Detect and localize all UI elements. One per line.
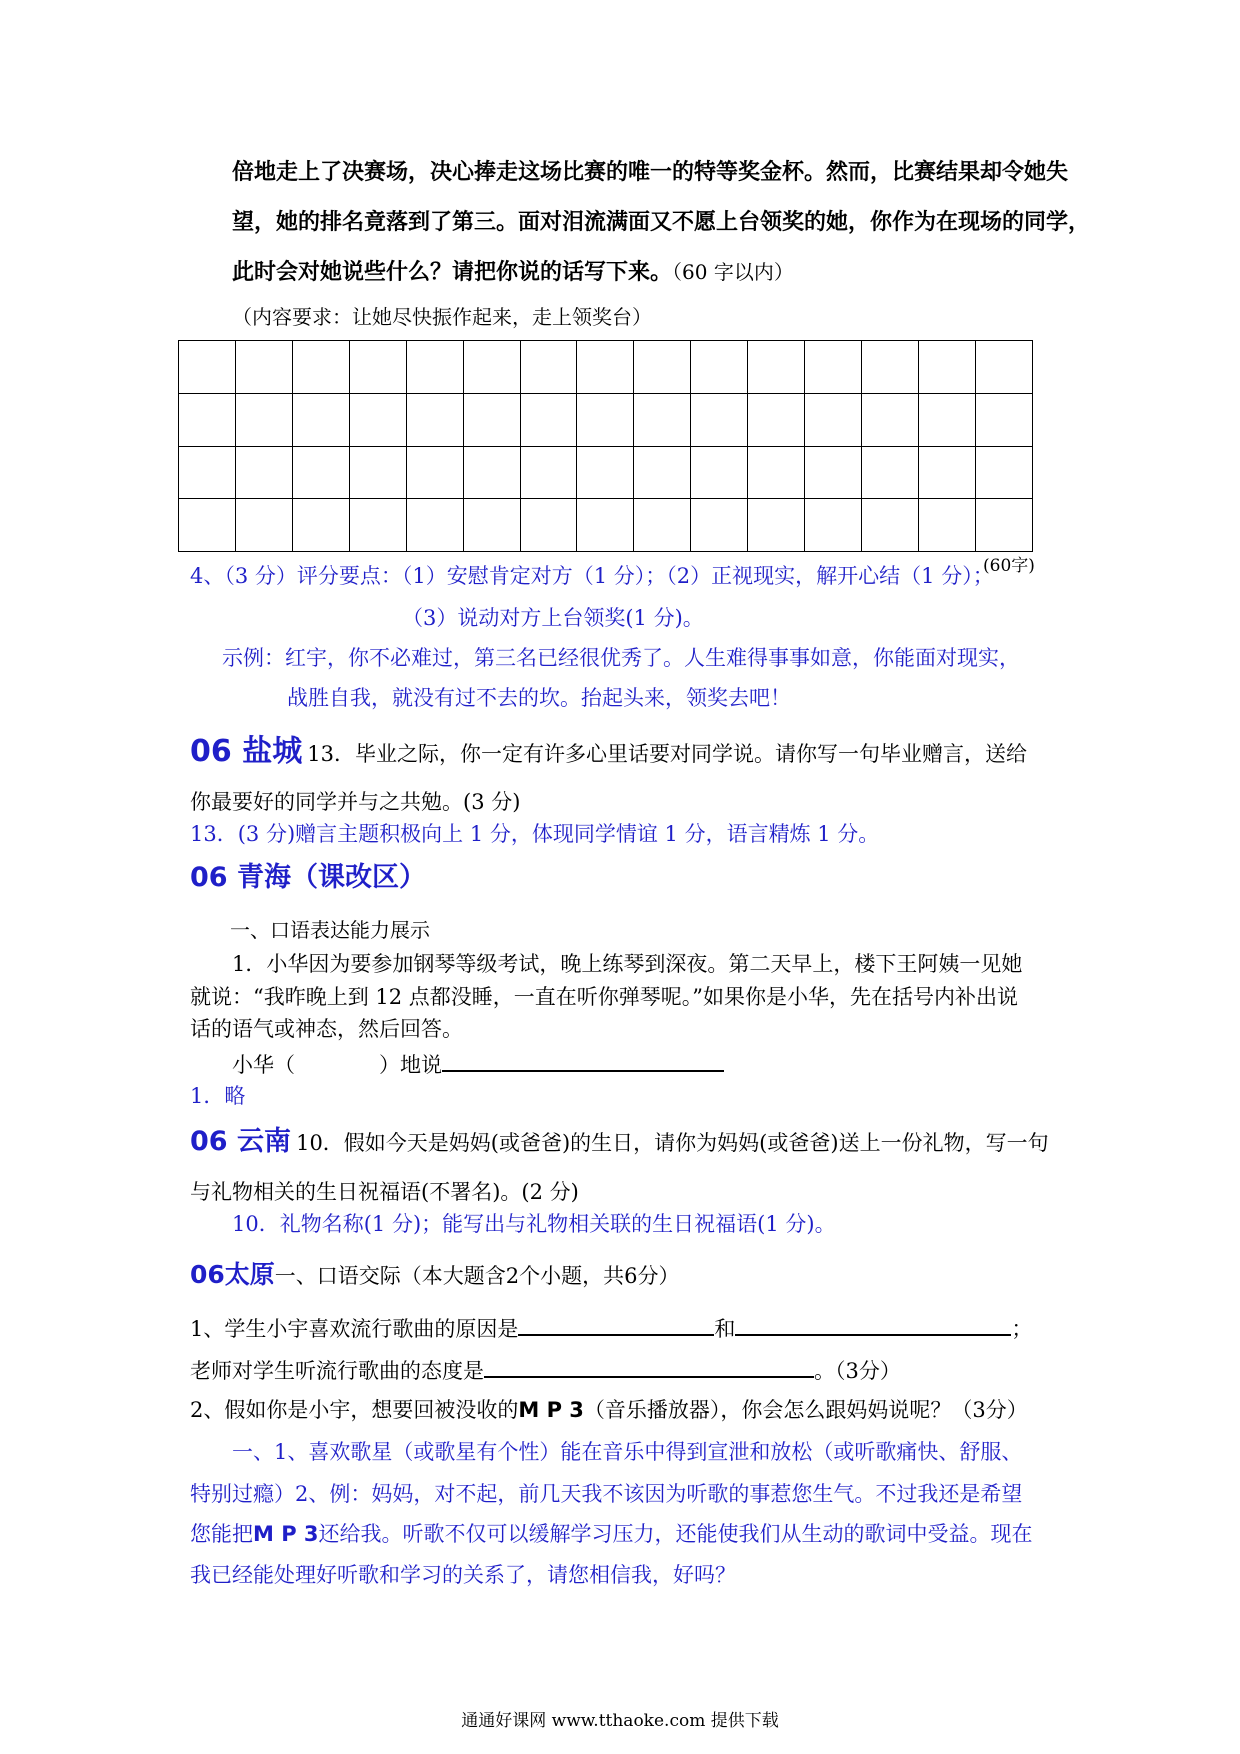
answer-4-example-1: 示例：红宇，你不必难过，第三名已经很优秀了。人生难得事事如意，你能面对现实，	[222, 646, 1020, 670]
grid-cell[interactable]	[805, 341, 862, 394]
grid-cell[interactable]	[975, 499, 1032, 552]
taiyuan-answer-line-3-prefix: 您能把	[190, 1522, 253, 1546]
grid-cell[interactable]	[179, 446, 236, 499]
grid-cell[interactable]	[862, 499, 919, 552]
grid-cell[interactable]	[463, 446, 520, 499]
grid-cell[interactable]	[520, 446, 577, 499]
taiyuan-q2	[190, 1398, 1028, 1423]
content-requirement: （内容要求：让她尽快振作起来，走上领奖台）	[232, 305, 652, 329]
yancheng-answer: 13．(3 分)赠言主题积极向上 1 分，体现同学情谊 1 分，语言精炼 1 分。	[190, 822, 880, 846]
taiyuan-q1-line-2-prefix: 老师对学生听流行歌曲的态度是	[190, 1359, 484, 1383]
grid-row	[179, 499, 1033, 552]
intro-line-2: 望，她的排名竟落到了第三。面对泪流满面又不愿上台领奖的她，你作为在现场的同学，	[232, 209, 1091, 235]
grid-cell[interactable]	[179, 393, 236, 446]
grid-cell[interactable]	[406, 446, 463, 499]
grid-cell[interactable]	[748, 446, 805, 499]
taiyuan-q1-line-1	[190, 1314, 1032, 1342]
grid-cell[interactable]	[634, 499, 691, 552]
grid-cell[interactable]	[748, 393, 805, 446]
grid-cell[interactable]	[975, 341, 1032, 394]
qinghai-answer: 1．略	[190, 1084, 246, 1108]
qinghai-section-title: 一、口语表达能力展示	[230, 918, 430, 942]
grid-cell[interactable]	[179, 499, 236, 552]
grid-cell[interactable]	[577, 341, 634, 394]
grid-cell[interactable]	[634, 393, 691, 446]
taiyuan-q1-end: ；	[1011, 1317, 1033, 1341]
grid-row	[179, 446, 1033, 499]
grid-cell[interactable]	[691, 446, 748, 499]
taiyuan-q2-rest: （音乐播放器），你会怎么跟妈妈说呢？（3分）	[583, 1398, 1028, 1422]
grid-cell[interactable]	[918, 341, 975, 394]
grid-cell[interactable]	[862, 446, 919, 499]
grid-cell[interactable]	[520, 393, 577, 446]
grid-cell[interactable]	[406, 499, 463, 552]
grid-cell[interactable]	[862, 393, 919, 446]
grid-cell[interactable]	[577, 499, 634, 552]
taiyuan-attitude-blank[interactable]	[484, 1356, 814, 1378]
grid-cell[interactable]	[235, 393, 292, 446]
taiyuan-q1-line-2	[190, 1356, 901, 1384]
answer-4-line-2: （3）说动对方上台领奖(1 分)。	[402, 606, 704, 630]
grid-cell[interactable]	[805, 446, 862, 499]
grid-cell[interactable]	[577, 446, 634, 499]
grid-cell[interactable]	[235, 499, 292, 552]
taiyuan-q1-line-2-end: 。（3分）	[814, 1359, 901, 1383]
qinghai-fill-mid: ）地说	[379, 1053, 442, 1077]
grid-cell[interactable]	[463, 341, 520, 394]
grid-row	[179, 341, 1033, 394]
grid-cell[interactable]	[918, 499, 975, 552]
grid-cell[interactable]	[634, 446, 691, 499]
taiyuan-answer-mp3: M P 3	[253, 1522, 319, 1546]
taiyuan-answer-line-3	[190, 1522, 1033, 1547]
grid-cell[interactable]	[292, 446, 349, 499]
grid-cell[interactable]	[406, 341, 463, 394]
grid-cell[interactable]	[805, 393, 862, 446]
grid-cell[interactable]	[748, 499, 805, 552]
grid-cell[interactable]	[463, 393, 520, 446]
grid-cell[interactable]	[748, 341, 805, 394]
taiyuan-answer-line-2: 特别过瘾）2、例：妈妈，对不起，前几天我不该因为听歌的事惹您生气。不过我还是希望	[190, 1482, 1023, 1506]
taiyuan-q2-mp3: M P 3	[518, 1398, 584, 1422]
intro-word-limit: （60 字以内）	[672, 260, 794, 284]
grid-cell[interactable]	[406, 393, 463, 446]
intro-line-3-text: 此时会对她说些什么？请把你说的话写下来。	[232, 259, 673, 285]
taiyuan-heading: 06太原	[190, 1260, 275, 1289]
taiyuan-answer-line-4: 我已经能处理好听歌和学习的关系了，请您相信我，好吗？	[190, 1563, 736, 1587]
yunnan-answer: 10．礼物名称(1 分)；能写出与礼物相关联的生日祝福语(1 分)。	[232, 1212, 836, 1236]
grid-cell[interactable]	[862, 341, 919, 394]
qinghai-heading: 06 青海（课改区）	[190, 862, 426, 893]
grid-cell[interactable]	[805, 499, 862, 552]
grid-cell[interactable]	[520, 341, 577, 394]
grid-cell[interactable]	[634, 341, 691, 394]
grid-cell[interactable]	[463, 499, 520, 552]
yunnan-heading: 06 云南	[190, 1126, 291, 1157]
yancheng-question-line-2: 你最要好的同学并与之共勉。(3 分)	[190, 790, 521, 814]
taiyuan-answer-line-3-rest: 还给我。听歌不仅可以缓解学习压力，还能使我们从生动的歌词中受益。现在	[318, 1522, 1033, 1546]
page-footer: 通通好课网 www.tthaoke.com 提供下载	[461, 1711, 779, 1731]
grid-cell[interactable]	[235, 446, 292, 499]
writing-grid[interactable]	[178, 340, 1033, 552]
grid-cell[interactable]	[292, 341, 349, 394]
grid-cell[interactable]	[292, 499, 349, 552]
grid-cell[interactable]	[975, 393, 1032, 446]
yancheng-question-line-1	[190, 734, 1027, 770]
taiyuan-q2-prefix: 2、假如你是小宇，想要回被没收的	[190, 1398, 519, 1422]
grid-cell[interactable]	[349, 446, 406, 499]
taiyuan-heading-line	[190, 1260, 680, 1290]
grid-cell[interactable]	[179, 341, 236, 394]
grid-char-count: (60字)	[983, 556, 1035, 576]
taiyuan-q1-and: 和	[714, 1317, 736, 1341]
grid-cell[interactable]	[577, 393, 634, 446]
grid-cell[interactable]	[918, 393, 975, 446]
taiyuan-q1-prefix: 1、学生小宇喜欢流行歌曲的原因是	[190, 1317, 519, 1341]
grid-cell[interactable]	[691, 341, 748, 394]
grid-cell[interactable]	[235, 341, 292, 394]
grid-cell[interactable]	[975, 446, 1032, 499]
grid-cell[interactable]	[691, 499, 748, 552]
qinghai-fill-prefix: 小华（	[232, 1053, 295, 1077]
qinghai-fill-line	[232, 1050, 724, 1078]
grid-cell[interactable]	[349, 393, 406, 446]
grid-cell[interactable]	[691, 393, 748, 446]
grid-row	[179, 393, 1033, 446]
answer-4-line-1: 4、（3 分）评分要点：（1）安慰肯定对方（1 分）；（2）正视现实，解开心结（1 分）；	[190, 564, 994, 588]
qinghai-question-line-3: 话的语气或神态，然后回答。	[190, 1017, 463, 1041]
intro-line-1: 倍地走上了决赛场，决心捧走这场比赛的唯一的特等奖金杯。然而，比赛结果却令她失	[232, 159, 1069, 185]
yunnan-question-line-2: 与礼物相关的生日祝福语(不署名)。(2 分)	[190, 1180, 579, 1204]
grid-cell[interactable]	[349, 341, 406, 394]
yunnan-question-line-1	[190, 1126, 1049, 1158]
grid-cell[interactable]	[349, 499, 406, 552]
qinghai-question-line-1: 1．小华因为要参加钢琴等级考试，晚上练琴到深夜。第二天早上，楼下王阿姨一见她	[232, 952, 1023, 976]
taiyuan-section-title: 一、口语交际（本大题含2个小题，共6分）	[274, 1264, 680, 1288]
yancheng-heading: 06 盐城	[190, 734, 303, 769]
yunnan-question-text: 10．假如今天是妈妈(或爸爸)的生日，请你为妈妈(或爸爸)送上一份礼物，写一句	[296, 1131, 1049, 1155]
answer-4-example-2: 战胜自我，就没有过不去的坎。抬起头来，领奖去吧！	[287, 686, 791, 710]
intro-line-3	[232, 259, 794, 286]
qinghai-answer-blank[interactable]	[442, 1050, 724, 1072]
taiyuan-reason-blank-2[interactable]	[735, 1314, 1011, 1336]
yancheng-question-text: 13．毕业之际，你一定有许多心里话要对同学说。请你写一句毕业赠言，送给	[307, 742, 1028, 766]
taiyuan-reason-blank-1[interactable]	[518, 1314, 714, 1336]
grid-cell[interactable]	[520, 499, 577, 552]
qinghai-question-line-2: 就说：“我昨晚上到 12 点都没睡，一直在听你弹琴呢。”如果你是小华，先在括号内补出说	[190, 985, 1019, 1009]
taiyuan-answer-line-1: 一、1、喜欢歌星（或歌星有个性）能在音乐中得到宣泄和放松（或听歌痛快、舒服、	[232, 1440, 1023, 1464]
grid-cell[interactable]	[918, 446, 975, 499]
grid-cell[interactable]	[292, 393, 349, 446]
